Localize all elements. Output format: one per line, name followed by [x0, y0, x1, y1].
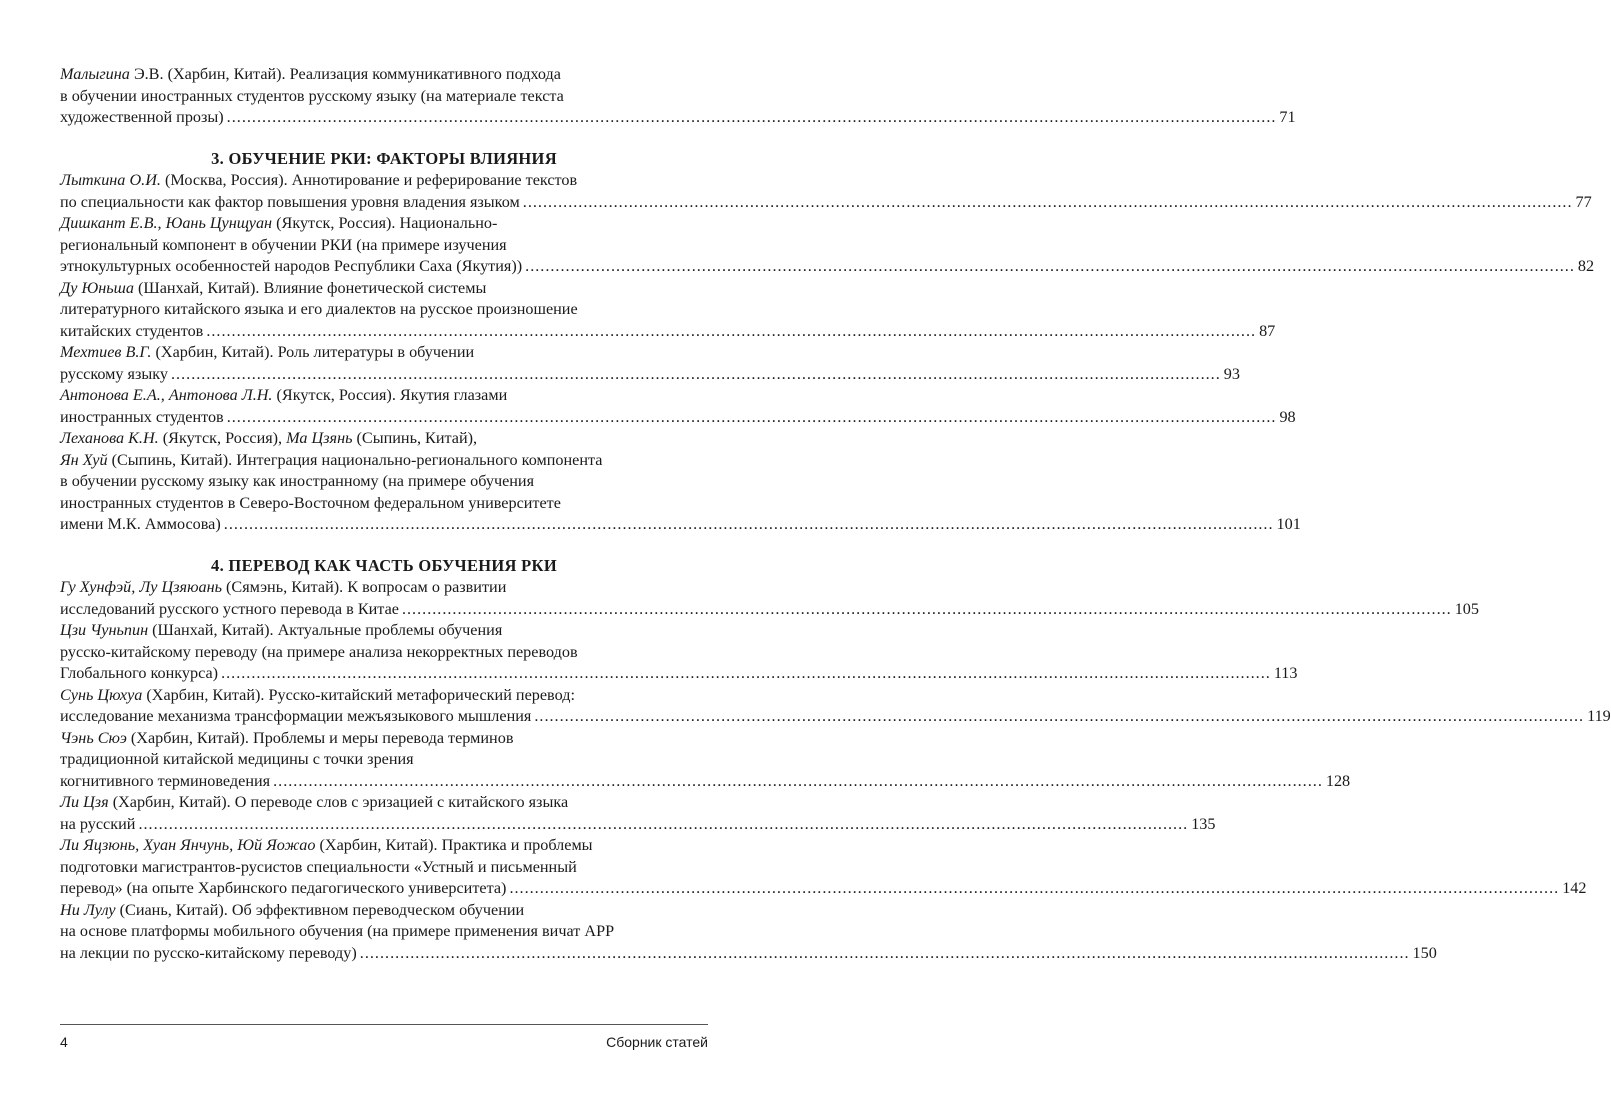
page-number: 150	[1412, 943, 1437, 962]
toc-entry-line	[60, 900, 708, 922]
toc-group-section-4	[60, 577, 1611, 964]
entry-text: исследований русского устного перевода в Китае	[60, 599, 399, 618]
entry-text: подготовки магистрантов-русистов специальности «Устный и письменный	[60, 857, 577, 876]
page-number: 105	[1454, 599, 1479, 618]
author-names: Лыткина О.И.	[60, 171, 161, 189]
page-number: 101	[1276, 515, 1301, 533]
author-names: Чэнь Сюэ	[60, 728, 127, 747]
author-names: Малыгина	[60, 65, 130, 83]
toc-entry[interactable]	[60, 213, 1595, 278]
toc-group-section-3	[60, 170, 1595, 536]
entry-text: (Харбин, Китай). Практика и проблемы	[315, 836, 593, 854]
toc-entry-line	[60, 835, 708, 857]
toc-entry-last-line	[60, 663, 1298, 685]
dot-leader	[509, 879, 1559, 897]
toc-entry[interactable]	[60, 278, 1276, 343]
dot-leader	[273, 772, 1323, 790]
toc-entry-line	[60, 235, 708, 257]
dot-leader	[534, 707, 1584, 725]
page-number: 135	[1191, 814, 1216, 833]
toc-entry-line	[60, 428, 708, 450]
dot-leader	[206, 322, 1256, 340]
toc-entry-last-line	[60, 407, 1296, 429]
entry-text: литературного китайского языка и его диалектов на русское произношение	[60, 300, 578, 318]
toc-entry[interactable]	[60, 620, 1298, 685]
toc-entry-last-line	[60, 878, 1587, 900]
toc-entry-last-line	[60, 514, 1301, 536]
entry-text: на русский	[60, 814, 136, 833]
dot-leader	[227, 108, 1277, 126]
toc-entry-line	[60, 493, 708, 515]
footer-collection-title: Сборник статей	[606, 1034, 708, 1050]
page-number: 119	[1587, 707, 1611, 725]
entry-text: (Шанхай, Китай). Влияние фонетической системы	[133, 278, 487, 297]
author-names: Дишкант Е.В., Юань Цунщуан	[60, 214, 273, 232]
toc-entry[interactable]	[60, 170, 1592, 213]
entry-text: в обучении русскому языку как иностранному (на примере обучения	[60, 472, 535, 490]
page-number: 113	[1273, 664, 1298, 682]
dot-leader	[227, 408, 1277, 426]
toc-entry-line	[60, 385, 708, 407]
author-names: Сунь Цюхуа	[60, 685, 143, 704]
page-number: 87	[1259, 321, 1276, 340]
entry-text: (Сыпинь, Китай). Интеграция национально-регионального компонента	[107, 450, 603, 469]
entry-text: иностранных студентов в Северо-Восточном федеральном университете	[60, 493, 561, 512]
toc-entry[interactable]	[60, 64, 1296, 129]
page-number: 77	[1575, 192, 1592, 211]
toc-entry[interactable]	[60, 728, 1351, 793]
entry-text: исследование механизма трансформации межъязыкового мышления	[60, 707, 532, 725]
author-names: Ян Хуй	[60, 450, 108, 469]
author-names: Ни Лулу	[60, 900, 116, 919]
table-of-contents	[60, 64, 1611, 964]
toc-entry[interactable]	[60, 577, 1479, 620]
page-number: 98	[1279, 407, 1296, 426]
dot-leader	[360, 944, 1410, 962]
entry-text: (Харбин, Китай). Проблемы и меры перевода терминов	[126, 728, 514, 747]
toc-entry[interactable]	[60, 835, 1587, 900]
toc-entry[interactable]	[60, 900, 1437, 965]
toc-entry[interactable]	[60, 792, 1216, 835]
author-names: Ли Цзя	[60, 793, 109, 811]
entry-text: на лекции по русско-китайскому переводу)	[60, 943, 357, 962]
entry-text: региональный компонент в обучении РКИ (на примере изучения	[60, 235, 507, 254]
entry-text: художественной прозы)	[60, 108, 224, 126]
toc-entry-last-line	[60, 107, 1296, 129]
toc-entry[interactable]	[60, 428, 1301, 536]
toc-entry-line	[60, 577, 708, 599]
entry-text: русско-китайскому переводу (на примере анализа некорректных переводов	[60, 642, 578, 661]
page-number: 142	[1562, 879, 1587, 897]
author-names: Леханова К.Н.	[60, 429, 159, 447]
author-names: Ма Цзянь	[286, 429, 353, 447]
dot-leader	[224, 515, 1274, 533]
toc-entry-line	[60, 342, 708, 364]
toc-entry-line	[60, 749, 708, 771]
toc-entry-line	[60, 471, 708, 493]
entry-text: китайских студентов	[60, 321, 204, 340]
toc-entry-last-line	[60, 364, 1240, 386]
entry-text: (Харбин, Китай). Роль литературы в обучении	[151, 343, 475, 361]
toc-entry-last-line	[60, 599, 1479, 621]
entry-text: иностранных студентов	[60, 407, 224, 426]
toc-entry-last-line	[60, 814, 1216, 836]
entry-text: (Якутск, Россия). Якутия глазами	[272, 386, 508, 404]
author-names: Гу Хунфэй, Лу Цзяюань	[60, 578, 222, 596]
author-names: Мехтиев В.Г.	[60, 343, 152, 361]
entry-text: (Сямэнь, Китай). К вопросам о развитии	[221, 578, 507, 596]
entry-text: (Якутск, Россия),	[158, 429, 287, 447]
page-number: 82	[1577, 257, 1595, 275]
dot-leader	[138, 815, 1188, 833]
toc-entry[interactable]	[60, 685, 1611, 728]
toc-entry-line	[60, 857, 708, 879]
entry-text: (Сиань, Китай). Об эффективном переводческом обучении	[115, 900, 525, 919]
toc-entry-line	[60, 278, 708, 300]
entry-text: русскому языку	[60, 364, 168, 383]
entry-text: когнитивного терминоведения	[60, 771, 271, 790]
toc-entry[interactable]	[60, 385, 1296, 428]
toc-group-top	[60, 64, 1296, 129]
page-number: 93	[1223, 364, 1240, 383]
entry-text: (Якутск, Россия). Национально-	[272, 214, 498, 232]
entry-text: Э.В. (Харбин, Китай). Реализация коммуникативного подхода	[129, 65, 561, 83]
toc-entry-line	[60, 64, 708, 86]
page-number: 71	[1279, 108, 1296, 126]
toc-entry-line	[60, 685, 708, 707]
toc-entry-last-line	[60, 192, 1592, 214]
entry-text: на основе платформы мобильного обучения (на примере применения вичат APP	[60, 922, 615, 940]
footer-rule	[60, 1024, 708, 1025]
section-heading-4: 4. ПЕРЕВОД КАК ЧАСТЬ ОБУЧЕНИЯ РКИ	[211, 555, 557, 575]
toc-entry-last-line	[60, 321, 1276, 343]
author-names: Цзи Чуньпин	[60, 621, 149, 639]
entry-text: традиционной китайской медицины с точки зрения	[60, 750, 414, 768]
footer-page-number: 4	[60, 1034, 68, 1050]
entry-text: этнокультурных особенностей народов Республики Саха (Якутия))	[60, 257, 523, 275]
section-heading-3: 3. ОБУЧЕНИЕ РКИ: ФАКТОРЫ ВЛИЯНИЯ	[211, 148, 557, 168]
page-number: 128	[1325, 771, 1351, 790]
entry-text: имени М.К. Аммосова)	[60, 515, 221, 533]
toc-entry-last-line	[60, 256, 1595, 278]
toc-entry-line	[60, 642, 708, 664]
entry-text: (Харбин, Китай). Русско-китайский метафорический перевод:	[142, 685, 575, 704]
dot-leader	[221, 664, 1271, 682]
toc-entry-last-line	[60, 943, 1437, 965]
toc-entry-line	[60, 620, 708, 642]
toc-entry-last-line	[60, 771, 1351, 793]
entry-text: (Харбин, Китай). О переводе слов с эризацией с китайского языка	[108, 793, 569, 811]
entry-text: (Сыпинь, Китай),	[352, 429, 478, 447]
toc-entry-last-line	[60, 706, 1611, 728]
entry-text: перевод» (на опыте Харбинского педагогического университета)	[60, 879, 507, 897]
toc-entry-line	[60, 450, 708, 472]
toc-entry[interactable]	[60, 342, 1240, 385]
author-names: Ду Юньша	[60, 278, 134, 297]
dot-leader	[171, 365, 1221, 383]
toc-entry-line	[60, 170, 708, 192]
author-names: Ли Яцзюнь, Хуан Янчунь, Юй Яожао	[60, 836, 316, 854]
toc-entry-line	[60, 728, 708, 750]
entry-text: по специальности как фактор повышения уровня владения языком	[60, 192, 520, 211]
toc-entry-line	[60, 792, 708, 814]
entry-text: (Шанхай, Китай). Актуальные проблемы обучения	[148, 621, 503, 639]
entry-text: Глобального конкурса)	[60, 664, 219, 682]
dot-leader	[523, 193, 1573, 211]
entry-text: (Москва, Россия). Аннотирование и реферирование текстов	[160, 171, 578, 189]
toc-entry-line	[60, 921, 708, 943]
toc-entry-line	[60, 86, 708, 108]
author-names: Антонова Е.А., Антонова Л.Н.	[60, 386, 273, 404]
dot-leader	[525, 257, 1575, 275]
toc-entry-line	[60, 299, 708, 321]
dot-leader	[402, 600, 1452, 618]
entry-text: в обучении иностранных студентов русскому языку (на материале текста	[60, 86, 564, 105]
toc-entry-line	[60, 213, 708, 235]
